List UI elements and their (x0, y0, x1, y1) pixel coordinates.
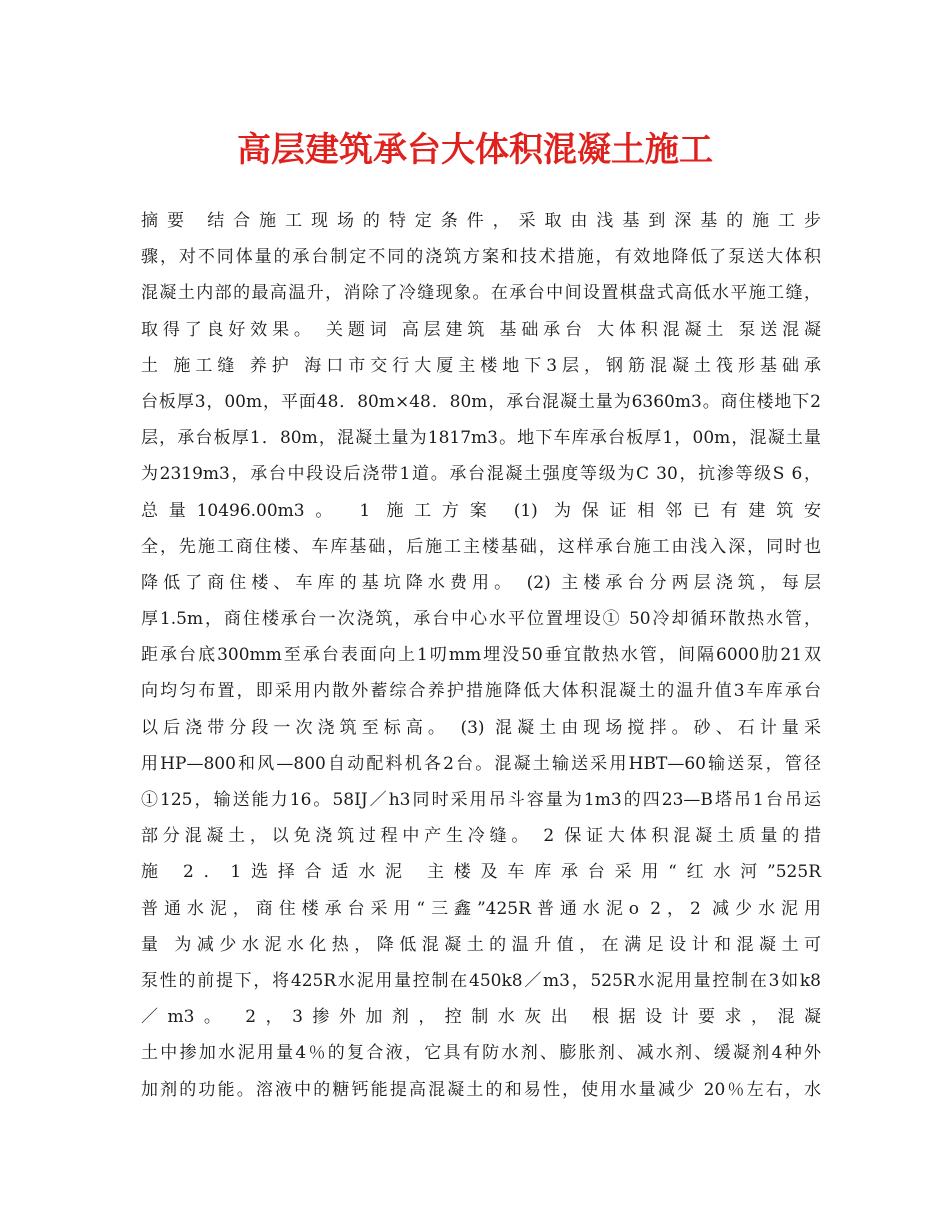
body-line-17: ①125，输送能力16。58IJ／h3同时采用吊斗容量为1m3的四23—B塔吊1台吊运 (141, 790, 821, 810)
body-line-6: 台板厚3，00m，平面48．80m×48．80m，承台混凝土量为6360m3。商住楼地下2 (141, 391, 821, 412)
body-line-20: 普通水泥，商住楼承台采用“三鑫”425R普通水泥o 2，2 减少水泥用 (141, 898, 821, 919)
body-line-24: 土中掺加水泥用量4％的复合液，它具有防水剂、膨胀剂、减水剂、缓凝剂4种外 (141, 1043, 821, 1064)
body-line-3: 混凝土内部的最高温升，消除了冷缝现象。在承台中间设置棋盘式高低水平施工缝， (141, 283, 821, 304)
body-line-23: ／m3。 2，3掺外加剂，控制水灰出 根据设计要求，混凝 (141, 1007, 821, 1028)
document-title: 高层建筑承台大体积混凝土施工 (237, 130, 713, 170)
body-line-13: 距承台底300mm至承台表面向上1叨mm埋没50垂宜散热水管，间隔6000肋21双 (141, 645, 821, 666)
body-line-2: 骤，对不同体量的承台制定不同的浇筑方案和技术措施，有效地降低了泵送大体积 (141, 247, 821, 268)
body-line-5: 土 施工缝 养护 海口市交行大厦主楼地下3层，钢筋混凝土筏形基础承 (141, 355, 821, 376)
body-line-25: 加剂的功能。溶液中的糖钙能提高混凝土的和易性，使用水量减少 20％左右，水 (141, 1079, 821, 1100)
body-line-15: 以后浇带分段一次浇筑至标高。 (3) 混凝土由现场搅拌。砂、石计量采 (141, 717, 821, 738)
body-line-21: 量 为减少水泥水化热，降低混凝土的温升值，在满足设计和混凝土可 (141, 934, 821, 955)
body-line-8: 为2319m3，承台中段设后浇带1道。承台混凝土强度等级为C 30，抗渗等级S 6， (141, 464, 821, 485)
body-line-7: 层，承台板厚1．80m，混凝土量为1817m3。地下车库承台板厚1，00m，混凝土量 (141, 428, 821, 449)
body-line-14: 向均匀布置，即采用内散外蓄综合养护措施降低大体积混凝土的温升值3车库承台 (141, 681, 821, 702)
body-line-1: 摘要 结合施工现场的特定条件，采取由浅基到深基的施工步 (141, 211, 821, 231)
body-line-4: 取得了良好效果。 关题词 高层建筑 基础承台 大体积混凝土 泵送混凝 (141, 319, 821, 340)
body-line-9: 总量10496.00m3。 1 施工方案 (1) 为保证相邻已有建筑安 (141, 500, 821, 521)
body-line-12: 厚1.5m，商住楼承台一次浇筑，承台中心水平位置埋设① 50冷却循环散热水管， (141, 609, 821, 630)
body-line-18: 部分混凝土，以免浇筑过程中产生冷缝。 2 保证大体积混凝土质量的措 (141, 826, 821, 847)
body-line-11: 降低了商住楼、车库的基坑降水费用。 (2) 主楼承台分两层浇筑，每层 (141, 572, 821, 593)
body-line-19: 施 2．1选择合适水泥 主楼及车库承台采用“红水河”525R (141, 862, 821, 883)
body-line-16: 用HP—800和风—800自动配料机各2台。混凝土输送采用HBT—60输送泵，管径 (141, 753, 821, 774)
body-line-22: 泵性的前提下，将425R水泥用量控制在450k8／m3，525R水泥用量控制在3如k8 (141, 970, 821, 991)
document-body (141, 203, 821, 1108)
body-line-10: 全，先施工商住楼、车库基础，后施工主楼基础，这样承台施工由浅入深，同时也 (141, 536, 821, 557)
